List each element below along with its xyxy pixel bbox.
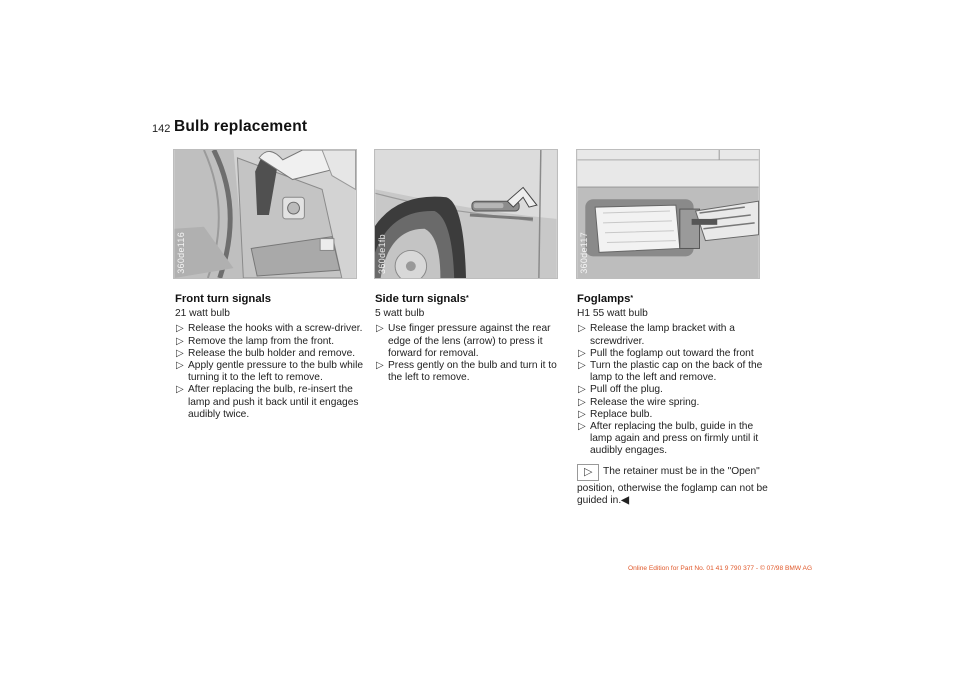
front-turn-signal-illustration-icon — [174, 150, 356, 278]
note-block — [577, 466, 769, 507]
list-item: ▷ After replacing the bulb, re-insert the lamp and push it back until it engages audibly twice. — [176, 384, 359, 420]
figure-code: 360de116 — [176, 232, 186, 274]
list-item: ▷ Use finger pressure against the rear edge of the lens (arrow) to press it forward for removal. — [376, 323, 551, 359]
list-item: ▷ Release the hooks with a screw-driver. — [176, 323, 363, 335]
side-turn-signals-section — [375, 293, 567, 384]
side-turn-signal-illustration-icon — [375, 150, 557, 278]
list-item: ▷ Replace bulb. — [578, 408, 653, 420]
figure-code: 360de1fb — [377, 234, 387, 274]
list-item: ▷ Turn the plastic cap on the back of the lamp to the left and remove. — [578, 360, 763, 384]
figure-code: 360de117 — [579, 232, 589, 274]
foglamp-illustration-icon — [577, 150, 759, 278]
section-heading: Side turn signals* — [375, 293, 469, 305]
step-arrow-icon: ▷ — [578, 421, 586, 433]
step-arrow-icon: ▷ — [578, 408, 586, 420]
page-number: 142 — [152, 123, 171, 135]
note-text: The retainer must be in the "Open" position, otherwise the foglamp can not be guided in. — [577, 465, 768, 506]
list-item: ▷ Release the wire spring. — [578, 396, 700, 408]
side-turn-signal-figure — [374, 149, 558, 279]
foglamps-section — [577, 293, 769, 507]
footer-edition-note: Online Edition for Part No. 01 41 9 790 377 - © 07/98 BMW AG — [628, 565, 813, 572]
step-arrow-icon: ▷ — [578, 347, 586, 359]
step-arrow-icon: ▷ — [176, 384, 184, 396]
section-heading: Front turn signals — [175, 293, 272, 305]
foglamp-figure — [576, 149, 760, 279]
step-arrow-icon: ▷ — [176, 335, 184, 347]
list-item: ▷ Release the bulb holder and remove. — [176, 347, 356, 359]
step-arrow-icon: ▷ — [176, 323, 184, 335]
step-arrow-icon: ▷ — [578, 323, 586, 335]
list-item: ▷ Release the lamp bracket with a screwdriver. — [578, 323, 735, 347]
optional-equipment-asterisk: * — [630, 295, 634, 302]
step-arrow-icon: ▷ — [376, 360, 384, 372]
list-item: ▷ After replacing the bulb, guide in the lamp again and press on firmly until it audibly engages. — [578, 421, 759, 457]
front-turn-signals-section — [175, 293, 367, 421]
front-turn-signal-figure — [173, 149, 357, 279]
section-heading: Foglamps* — [577, 293, 634, 305]
step-arrow-icon: ▷ — [578, 396, 586, 408]
bulb-spec: H1 55 watt bulb — [577, 308, 648, 320]
step-arrow-icon: ▷ — [578, 384, 586, 396]
list-item: ▷ Press gently on the bulb and turn it to the left to remove. — [376, 360, 557, 384]
optional-equipment-asterisk: * — [466, 295, 469, 302]
end-mark-icon: ◀ — [621, 494, 630, 506]
step-arrow-icon: ▷ — [578, 360, 586, 372]
step-arrow-icon: ▷ — [376, 323, 384, 335]
list-item: ▷ Remove the lamp from the front. — [176, 335, 335, 347]
list-item: ▷ Apply gentle pressure to the bulb while turning it to the left to remove. — [176, 360, 363, 384]
list-item: ▷ Pull the foglamp out toward the front — [578, 347, 754, 359]
list-item: ▷ Pull off the plug. — [578, 384, 663, 396]
bulb-spec: 5 watt bulb — [375, 308, 425, 320]
step-arrow-icon: ▷ — [176, 360, 184, 372]
bulb-spec: 21 watt bulb — [175, 308, 230, 320]
page-title: Bulb replacement — [174, 118, 308, 135]
step-arrow-icon: ▷ — [176, 347, 184, 359]
note-icon: ▷ — [577, 464, 599, 481]
